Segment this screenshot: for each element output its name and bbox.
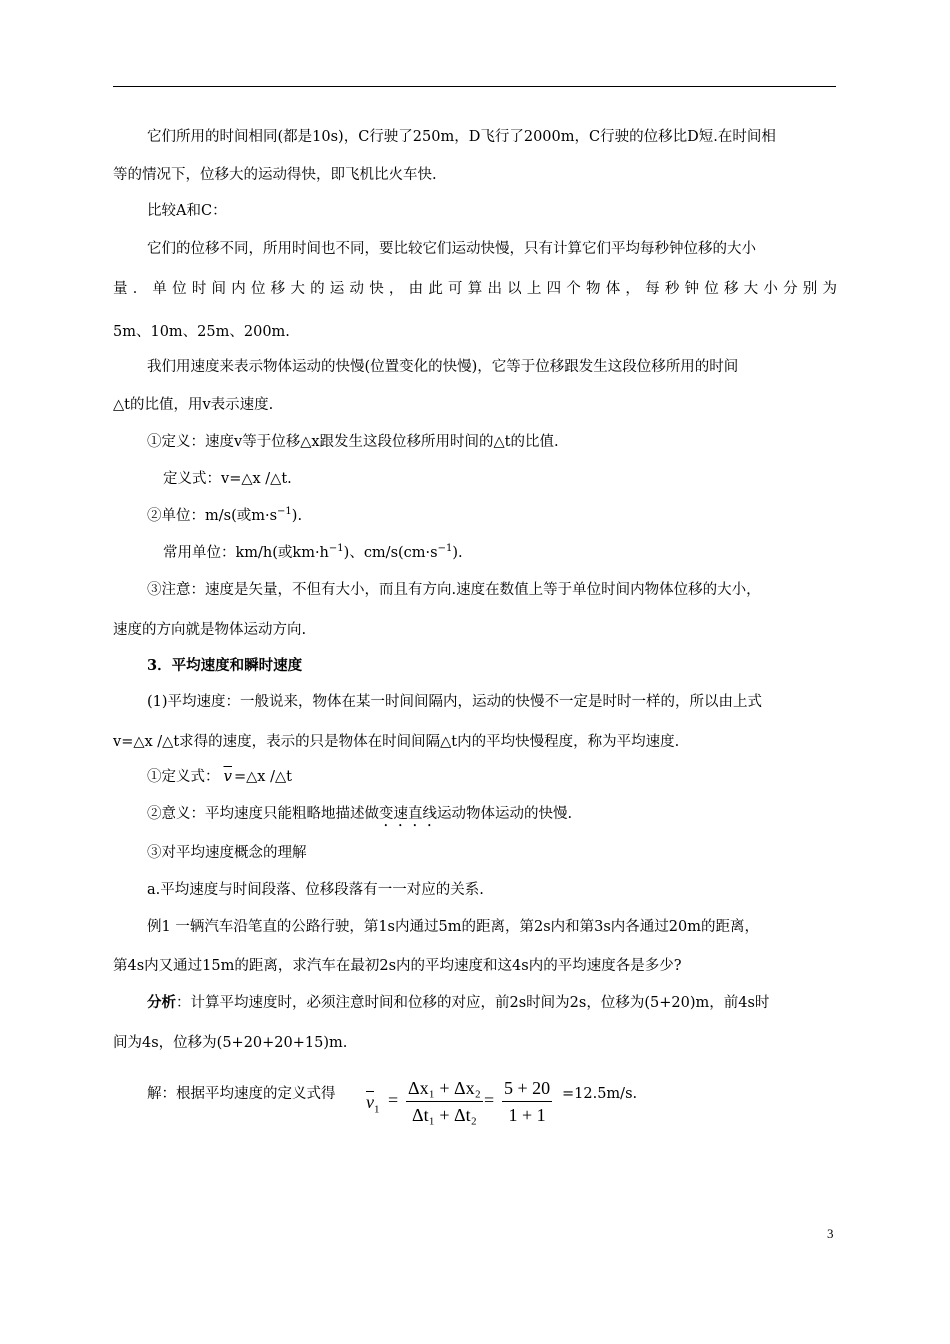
definition-line: ①定义：速度v等于位移△x跟发生这段位移所用时间的△t的比值. (147, 434, 559, 450)
paragraph-line: 量．单位时间内位移大的运动快，由此可算出以上四个物体，每秒钟位移大小分别为 (113, 281, 837, 297)
fraction-denominator: 1 + 1 (508, 1105, 546, 1125)
example-line: 第4s内又通过15m的距离，求汽车在最初2s内的平均速度和这4s内的平均速度各是多少? (113, 958, 682, 974)
paragraph-line: 5m、10m、25m、200m. (113, 324, 290, 340)
meaning-line (147, 804, 871, 830)
fraction-numerator: 5 + 20 (502, 1078, 552, 1102)
fraction-denominator: Δt₁ + Δt₂ (412, 1105, 477, 1125)
paragraph-line: ③对平均速度概念的理解 (147, 845, 307, 861)
formula-line: 定义式：v=△x /△t. (163, 471, 292, 487)
fraction-numerator: Δx₁ + Δx₂ (406, 1078, 483, 1102)
v-bar-symbol: $\overline{v}$ (223, 767, 232, 785)
paragraph-line: △t的比值，用v表示速度. (113, 397, 274, 413)
formula-text: =△x /△t (233, 769, 292, 785)
note-line: ③注意：速度是矢量，不但有大小，而且有方向.速度在数值上等于单位时间内物体位移的大小， (147, 582, 761, 598)
analysis-line (147, 993, 871, 1013)
meaning-text: ②意义：平均速度只能粗略地描述做 (147, 806, 379, 822)
average-velocity-symbol: $\overline{v}_1$ (366, 1092, 380, 1116)
paragraph-line: v=△x /△t求得的速度，表示的只是物体在时间间隔△t内的平均快慢程度，称为平均速度. (113, 734, 680, 750)
equals-sign: = (388, 1090, 399, 1110)
unit-text: 常用单位：km/h(或km·h (163, 545, 329, 561)
paragraph-line: 等的情况下，位移大的运动得快，即飞机比火车快. (113, 167, 437, 183)
unit-text: ②单位：m/s(或m·s (147, 508, 278, 524)
unit-text: )、cm/s(cm·s (343, 545, 438, 561)
paragraph-line: 它们所用的时间相同(都是10s)，C行驶了250m，D飞行了2000m，C行驶的位移比D短.在时间相 (147, 129, 776, 145)
analysis-line: 间为4s，位移为(5+20+20+15)m. (113, 1035, 348, 1051)
superscript: −1 (277, 506, 292, 518)
paragraph-line: 我们用速度来表示物体运动的快慢(位置变化的快慢)，它等于位移跟发生这段位移所用的时间 (147, 359, 739, 375)
analysis-label: 分析 (147, 994, 176, 1011)
section-heading: 3．平均速度和瞬时速度 (147, 657, 303, 674)
header-rule (113, 86, 836, 87)
common-unit-line (163, 543, 887, 563)
superscript: −1 (328, 543, 344, 555)
numeric-fraction (502, 1078, 552, 1126)
paragraph-line: 比较A和C： (147, 203, 227, 219)
solution-line: 解：根据平均速度的定义式得 (147, 1086, 336, 1102)
unit-text: ). (291, 508, 303, 524)
paragraph-line: (1)平均速度：一般说来，物体在某一时间间隔内，运动的快慢不一定是时时一样的，所以由上式 (147, 694, 763, 710)
label-text: ①定义式： (147, 769, 220, 785)
delta-fraction (406, 1078, 483, 1126)
paragraph-line: 它们的位移不同，所用时间也不同，要比较它们运动快慢，只有计算它们平均每秒钟位移的大小 (147, 241, 756, 257)
superscript: −1 (437, 543, 453, 555)
emphasized-text: 变速直线 (379, 806, 437, 822)
unit-line (147, 506, 871, 526)
equation-result: =12.5m/s. (562, 1086, 638, 1102)
example-line: 例1 一辆汽车沿笔直的公路行驶，第1s内通过5m的距离，第2s内和第3s内各通过20m的距离， (147, 919, 760, 935)
unit-text: ). (452, 545, 463, 561)
equals-sign: = (484, 1090, 495, 1110)
definition-formula-line (147, 766, 871, 787)
page-number: 3 (827, 1226, 834, 1241)
paragraph-line: a.平均速度与时间段落、位移段落有一一对应的关系. (147, 882, 484, 898)
meaning-text: 运动物体运动的快慢. (437, 806, 573, 822)
analysis-text: ：计算平均速度时，必须注意时间和位移的对应，前2s时间为2s，位移为(5+20)m，前4s时 (176, 995, 770, 1011)
paragraph-line: 速度的方向就是物体运动方向. (113, 622, 307, 638)
